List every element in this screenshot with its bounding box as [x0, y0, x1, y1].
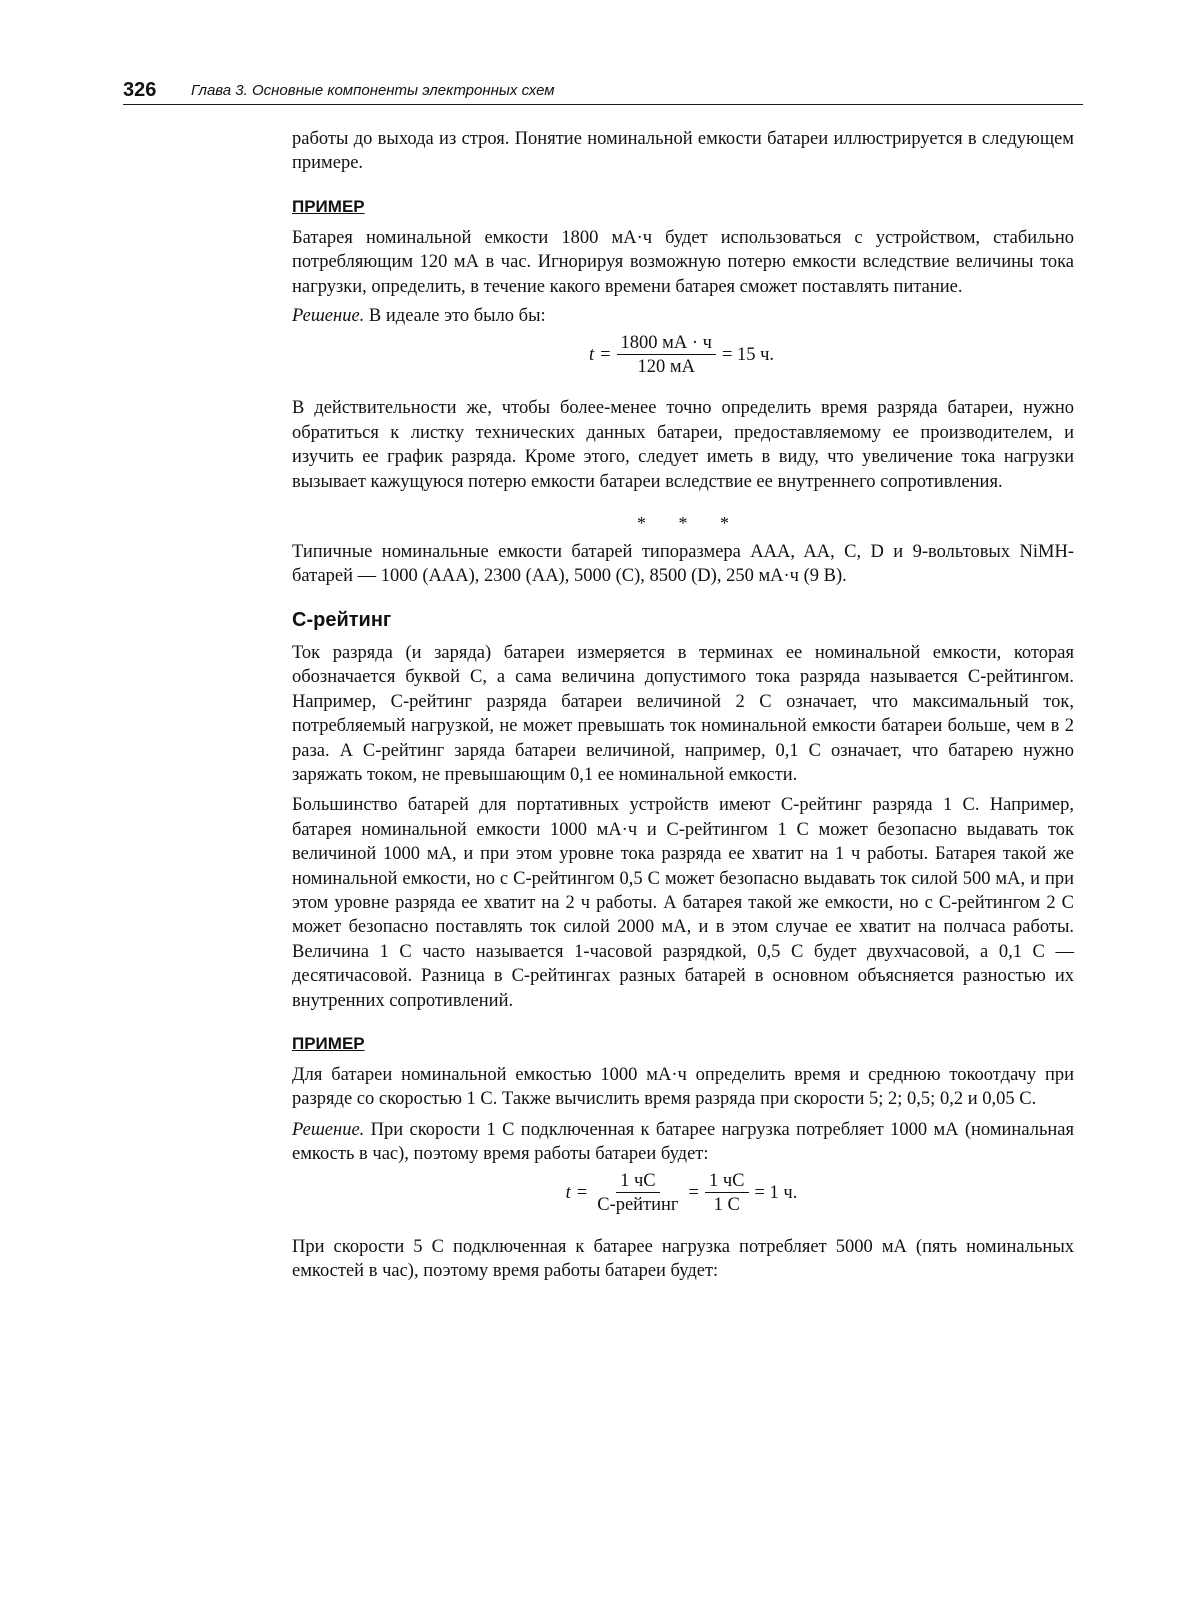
example-2-solution: [292, 1118, 1074, 1167]
formula-equals: =: [576, 1183, 588, 1204]
section-heading: С-рейтинг: [292, 608, 392, 631]
example-heading-1: ПРИМЕР: [292, 196, 365, 216]
formula-numerator: 1800 мА · ч: [617, 332, 716, 355]
example-1-text: Батарея номинальной емкости 1800 мА·ч будет использоваться с устройством, стабильно потребляющим 120 мА в час. Игнорируя возможную потерю емкости вследствие величины тока нагрузки, определить, в течение какого времени батарея сможет поставлять питание.: [292, 227, 1074, 297]
paragraph-c-rating-definition: Ток разряда (и заряда) батареи измеряется в терминах ее номинальной емкости, которая обозначается буквой C, а сама величина допустимого тока разряда называется C-рейтингом. Например, C-рейтинг разряда батареи величиной 2 C означает, что максимальный ток, потребляемый нагрузкой, не может превышать ток номинальной емкости батареи больше, чем в 2 раза. А C-рейтинг заряда батареи величиной, например, 0,1 C означает, что батарею нужно заряжать током, не превышающим 0,1 ее номинальной емкости.: [292, 642, 1074, 785]
solution-text: В идеале это было бы:: [364, 306, 546, 327]
formula-equals: =: [600, 344, 611, 365]
running-head: Глава 3. Основные компоненты электронных схем: [191, 82, 555, 99]
solution-label: Решение.: [292, 1119, 365, 1140]
formula-fraction-1: [593, 1170, 682, 1217]
paragraph-c-rating-examples: Большинство батарей для портативных устройств имеют C-рейтинг разряда 1 C. Например, батарея номинальной емкости 1000 мА·ч и C-рейтингом 1 C может безопасно выдавать ток величиной 1000 мА, и при этом уровне тока разряда ее хватит на 1 ч работы. Батарея такой же номинальной емкости, но с C-рейтингом 0,5 C может безопасно выдавать ток силой 500 мА, и при этом уровне разряда ее хватит на 2 ч работы. А батарея такой же емкости, но с C-рейтингом 2 C может безопасно поставлять ток силой 2000 мА, и в этом случае ее хватит на полчаса работы. Величина 1 C часто называется 1-часовой разрядкой, 0,5 C будет двухчасовой, а 0,1 C — десятичасовой. Разница в C-рейтингах разных батарей в основном объясняется разностью их внутренних сопротивлений.: [292, 795, 1074, 1011]
formula-variable: t: [588, 344, 595, 365]
example-1-solution: [292, 304, 1074, 328]
page-number: 326: [123, 79, 157, 101]
formula-numerator: 1 чC: [616, 1170, 660, 1193]
solution-label: Решение.: [292, 306, 365, 327]
example-2-text: Для батареи номинальной емкостью 1000 мА·ч определить время и среднюю токоотдачу при разряде со скоростью 1 C. Также вычислить время разряда при скорости 5; 2; 0,5; 0,2 и 0,05 C.: [292, 1064, 1074, 1110]
formula-2: [292, 1167, 1074, 1221]
paragraph-typical-capacities: Типичные номинальные емкости батарей типоразмера AAA, AA, C, D и 9-вольтовых NiMH-батарей — 1000 (AAA), 2300 (AA), 5000 (C), 8500 (D), 250 мА·ч (9 В).: [292, 542, 1074, 587]
formula-denominator: 1 C: [713, 1195, 740, 1216]
paragraph-5c-rate: При скорости 5 C подключенная к батарее нагрузка потребляет 5000 мА (пять номинальных емкостей в час), поэтому время работы батареи будет:: [292, 1236, 1074, 1281]
page-header: [123, 80, 1083, 105]
paragraph-intro: работы до выхода из строя. Понятие номинальной емкости батареи иллюстрируется в следующем примере.: [292, 129, 1074, 174]
example-heading-2: ПРИМЕР: [292, 1033, 365, 1053]
section-separator: * * *: [637, 513, 743, 534]
formula-denominator: C-рейтинг: [597, 1195, 679, 1216]
formula-result: = 1 ч.: [754, 1183, 798, 1204]
formula-1: [292, 328, 1074, 382]
formula-fraction: [617, 332, 716, 379]
formula-fraction-2: [705, 1170, 749, 1217]
page-body: [292, 127, 1074, 1283]
paragraph-reality: В действительности же, чтобы более-менее точно определить время разряда батареи, нужно обратиться к листку технических данных батареи, предоставляемому ее производителем, и изучить ее график разряда. Кроме этого, следует иметь в виду, что увеличение тока нагрузки вызывает кажущуюся потерю емкости батареи вследствие ее внутреннего сопротивления.: [292, 398, 1074, 492]
formula-numerator: 1 чC: [705, 1170, 749, 1193]
formula-denominator: 120 мА: [637, 356, 695, 377]
solution-text: При скорости 1 C подключенная к батарее нагрузка потребляет 1000 мА (номинальная емкость в час), поэтому время работы батареи будет:: [292, 1119, 1074, 1165]
formula-variable: t: [565, 1183, 571, 1204]
formula-result: = 15 ч.: [721, 344, 775, 365]
formula-equals: =: [688, 1183, 699, 1204]
